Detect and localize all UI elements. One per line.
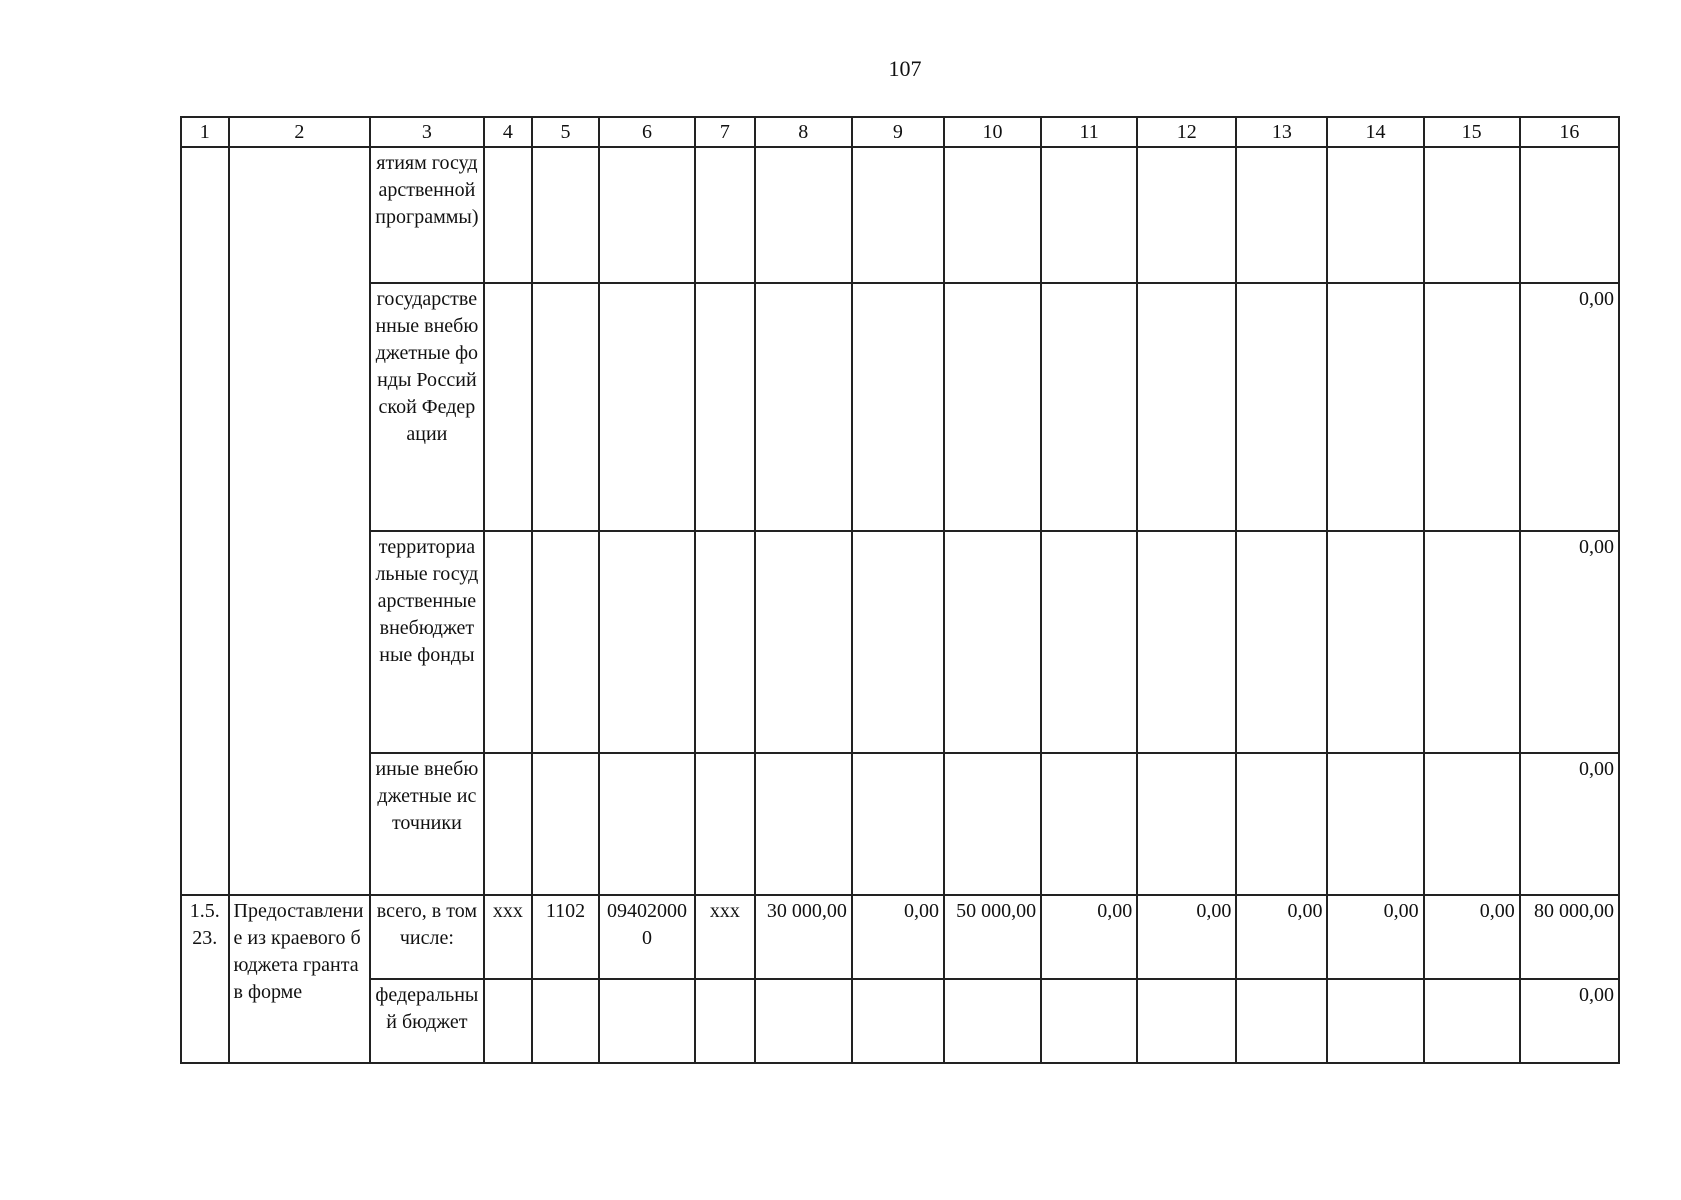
table-cell: xxx [484, 895, 533, 979]
table-cell [1327, 147, 1423, 283]
page-number: 107 [888, 56, 922, 81]
total-cell: 0,00 [1520, 531, 1619, 753]
table-cell: 1102 [532, 895, 599, 979]
table-cell [484, 979, 533, 1063]
table-cell [1236, 753, 1327, 895]
table-cell [599, 531, 695, 753]
table-cell [1236, 531, 1327, 753]
table-cell [1041, 283, 1137, 531]
table-cell: 50 000,00 [944, 895, 1041, 979]
funding-source-cell: федеральный бюджет [370, 979, 483, 1063]
table-cell [532, 753, 599, 895]
table-cell [1327, 531, 1423, 753]
table-cell [1041, 147, 1137, 283]
table-cell [1137, 147, 1236, 283]
column-header-9: 9 [852, 117, 944, 147]
column-header-5: 5 [532, 117, 599, 147]
table-cell [599, 283, 695, 531]
item-number-cell: 1.5.23. [181, 895, 229, 1063]
table-cell [532, 531, 599, 753]
table-cell [1424, 531, 1520, 753]
total-cell: 0,00 [1520, 283, 1619, 531]
table-cell [695, 979, 755, 1063]
table-cell [695, 531, 755, 753]
table-cell [944, 531, 1041, 753]
column-header-10: 10 [944, 117, 1041, 147]
column-header-8: 8 [755, 117, 852, 147]
column-header-14: 14 [1327, 117, 1423, 147]
table-cell [1424, 147, 1520, 283]
table-row [181, 979, 1619, 1063]
table-cell: 094020000 [599, 895, 695, 979]
table-cell [1041, 753, 1137, 895]
table-cell [1424, 753, 1520, 895]
table-cell [852, 283, 944, 531]
column-header-15: 15 [1424, 117, 1520, 147]
funding-source-cell: государственные внебюджетные фонды Российской Федерации [370, 283, 483, 531]
table-cell [1041, 979, 1137, 1063]
total-cell: 0,00 [1520, 979, 1619, 1063]
column-header-16: 16 [1520, 117, 1619, 147]
table-cell: 0,00 [1041, 895, 1137, 979]
funding-source-cell: иные внебюджетные источники [370, 753, 483, 895]
table-cell [1137, 531, 1236, 753]
table-cell [1424, 979, 1520, 1063]
table-cell [944, 753, 1041, 895]
table-cell [1327, 283, 1423, 531]
table-cell [852, 753, 944, 895]
table-cell [695, 283, 755, 531]
table-cell [695, 147, 755, 283]
column-header-2: 2 [229, 117, 371, 147]
table-cell [695, 753, 755, 895]
table-cell: 0,00 [1327, 895, 1423, 979]
total-cell: 0,00 [1520, 753, 1619, 895]
total-cell: 80 000,00 [1520, 895, 1619, 979]
table-cell [755, 979, 852, 1063]
column-header-7: 7 [695, 117, 755, 147]
table-cell [1327, 753, 1423, 895]
table-cell [1424, 283, 1520, 531]
table-cell: 0,00 [1236, 895, 1327, 979]
table-cell [599, 753, 695, 895]
table-cell: xxx [695, 895, 755, 979]
table-cell [1327, 979, 1423, 1063]
funding-source-cell: ятиям государственной программы) [370, 147, 483, 283]
funding-source-cell: всего, в том числе: [370, 895, 483, 979]
table-cell [755, 283, 852, 531]
column-header-12: 12 [1137, 117, 1236, 147]
table-cell [1236, 147, 1327, 283]
table-cell [755, 753, 852, 895]
table-cell [944, 283, 1041, 531]
table-row [181, 895, 1619, 979]
table-row [181, 283, 1619, 531]
column-header-4: 4 [484, 117, 533, 147]
table-cell [1137, 283, 1236, 531]
total-cell [1520, 147, 1619, 283]
column-header-6: 6 [599, 117, 695, 147]
table-cell [1236, 283, 1327, 531]
table-cell [1041, 531, 1137, 753]
budget-table [180, 116, 1620, 1064]
table-row [181, 753, 1619, 895]
table-cell [852, 147, 944, 283]
table-cell [944, 979, 1041, 1063]
funding-source-cell: территориальные государственные внебюджетные фонды [370, 531, 483, 753]
column-header-13: 13 [1236, 117, 1327, 147]
table-cell [532, 147, 599, 283]
table-cell: 0,00 [1137, 895, 1236, 979]
table-cell: 0,00 [852, 895, 944, 979]
table-cell [852, 979, 944, 1063]
table-cell [944, 147, 1041, 283]
table-cell [755, 531, 852, 753]
table-row [181, 147, 1619, 283]
table-cell [532, 979, 599, 1063]
table-cell [484, 147, 533, 283]
table-cell: 0,00 [1424, 895, 1520, 979]
table-cell [532, 283, 599, 531]
table-cell [1137, 979, 1236, 1063]
table-cell [755, 147, 852, 283]
table-cell [852, 531, 944, 753]
table-cell [1236, 979, 1327, 1063]
continued-name-cell [229, 147, 371, 895]
table-cell: 30 000,00 [755, 895, 852, 979]
item-name-cell: Предоставление из краевого бюджета гранта в форме [229, 895, 371, 1063]
table-cell [1137, 753, 1236, 895]
column-header-row [181, 117, 1619, 147]
column-header-11: 11 [1041, 117, 1137, 147]
table-row [181, 531, 1619, 753]
table-cell [484, 531, 533, 753]
table-cell [484, 753, 533, 895]
column-header-3: 3 [370, 117, 483, 147]
table-cell [599, 979, 695, 1063]
table-cell [599, 147, 695, 283]
table-cell [484, 283, 533, 531]
column-header-1: 1 [181, 117, 229, 147]
continued-number-cell [181, 147, 229, 895]
